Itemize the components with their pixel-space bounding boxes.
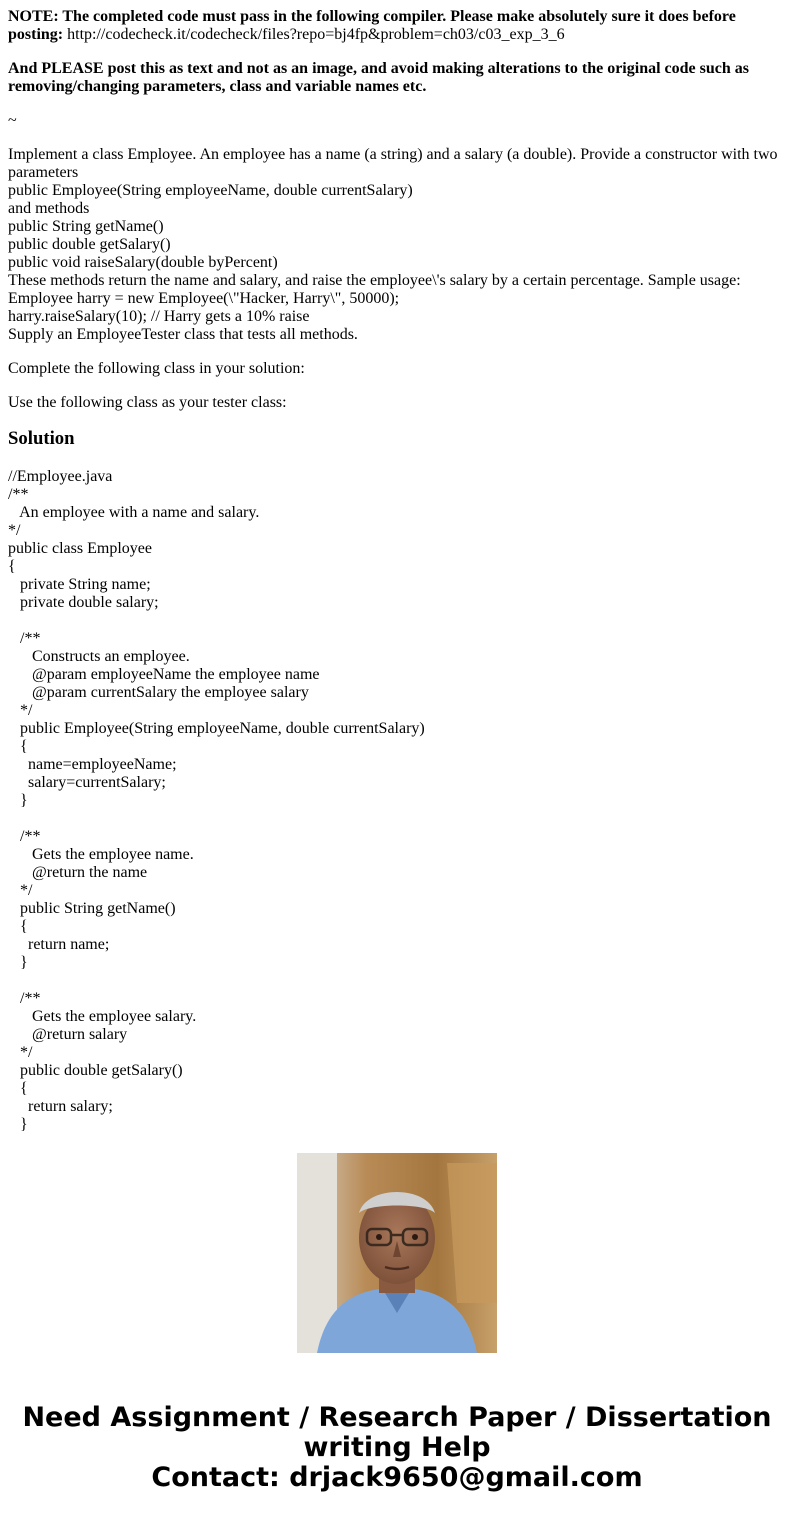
- code-line: {: [8, 1080, 28, 1097]
- code-line: public double getSalary(): [8, 1062, 183, 1079]
- problem-line: public Employee(String employeeName, double currentSalary): [8, 182, 413, 199]
- problem-line: public double getSalary(): [8, 236, 171, 253]
- code-line: }: [8, 954, 28, 971]
- code-line: }: [8, 792, 28, 809]
- plea-paragraph: [8, 60, 786, 96]
- note-paragraph: [8, 8, 786, 44]
- code-line: @param currentSalary the employee salary: [8, 684, 309, 701]
- promo-footer: [0, 1403, 794, 1493]
- author-portrait-image: [297, 1153, 497, 1353]
- code-line: public String getName(): [8, 900, 176, 917]
- promo-line: Need Assignment / Research Paper / Dissertation: [22, 1402, 772, 1433]
- problem-statement: [8, 146, 786, 344]
- solution-heading: Solution: [8, 428, 75, 449]
- problem-line: Supply an EmployeeTester class that tests all methods.: [8, 326, 358, 343]
- code-line: /**: [8, 990, 41, 1007]
- problem-line: and methods: [8, 200, 90, 217]
- code-line: Gets the employee name.: [8, 846, 194, 863]
- problem-line: harry.raiseSalary(10); // Harry gets a 10% raise: [8, 308, 310, 325]
- article-content: [8, 8, 786, 1133]
- code-line: private String name;: [8, 576, 151, 593]
- code-line: //Employee.java: [8, 468, 113, 485]
- problem-line: Employee harry = new Employee(\"Hacker, Harry\", 50000);: [8, 290, 400, 307]
- promo-line: writing Help: [303, 1432, 491, 1463]
- code-line: return salary;: [8, 1098, 113, 1115]
- code-line: {: [8, 738, 28, 755]
- code-line: /**: [8, 630, 41, 647]
- solution-code: [8, 468, 786, 1133]
- code-line: */: [8, 882, 33, 899]
- code-line: {: [8, 918, 28, 935]
- contact-email: Contact: drjack9650@gmail.com: [151, 1462, 643, 1493]
- code-line: [8, 972, 786, 990]
- code-line: [8, 810, 786, 828]
- author-photo: [297, 1153, 497, 1353]
- code-line: /**: [8, 828, 41, 845]
- code-line: private double salary;: [8, 594, 159, 611]
- code-line: */: [8, 522, 21, 539]
- code-line: return name;: [8, 936, 110, 953]
- problem-line: public String getName(): [8, 218, 164, 235]
- code-line: @param employeeName the employee name: [8, 666, 320, 683]
- code-line: @return salary: [8, 1026, 128, 1043]
- tester-class-text: Use the following class as your tester class:: [8, 394, 287, 411]
- code-line: Gets the employee salary.: [8, 1008, 197, 1025]
- code-line: */: [8, 1044, 33, 1061]
- code-line: salary=currentSalary;: [8, 774, 166, 791]
- code-line: {: [8, 558, 16, 575]
- code-line: public class Employee: [8, 540, 152, 557]
- code-line: */: [8, 702, 33, 719]
- code-line: public Employee(String employeeName, double currentSalary): [8, 720, 425, 737]
- code-line: [8, 612, 786, 630]
- code-line: Constructs an employee.: [8, 648, 190, 665]
- code-line: An employee with a name and salary.: [8, 504, 260, 521]
- code-line: /**: [8, 486, 29, 503]
- code-line: }: [8, 1116, 28, 1133]
- tilde-separator: ~: [8, 112, 17, 129]
- plea-text: And PLEASE post this as text and not as an image, and avoid making alterations to the original code such as removing/changing parameters, class and variable names etc.: [8, 60, 749, 95]
- compiler-url: http://codecheck.it/codecheck/files?repo=bj4fp&problem=ch03/c03_exp_3_6: [63, 26, 565, 43]
- complete-class-text: Complete the following class in your solution:: [8, 360, 305, 377]
- note-bold-text: NOTE: The completed code must pass in the following compiler. Please make absolutely sure it does before posting:: [8, 8, 736, 43]
- problem-line: public void raiseSalary(double byPercent): [8, 254, 278, 271]
- code-line: @return the name: [8, 864, 148, 881]
- problem-line: Implement a class Employee. An employee has a name (a string) and a salary (a double). Provide a constructor with two parameters: [8, 146, 778, 181]
- code-line: name=employeeName;: [8, 756, 177, 773]
- problem-line: These methods return the name and salary, and raise the employee\'s salary by a certain percentage. Sample usage:: [8, 272, 741, 289]
